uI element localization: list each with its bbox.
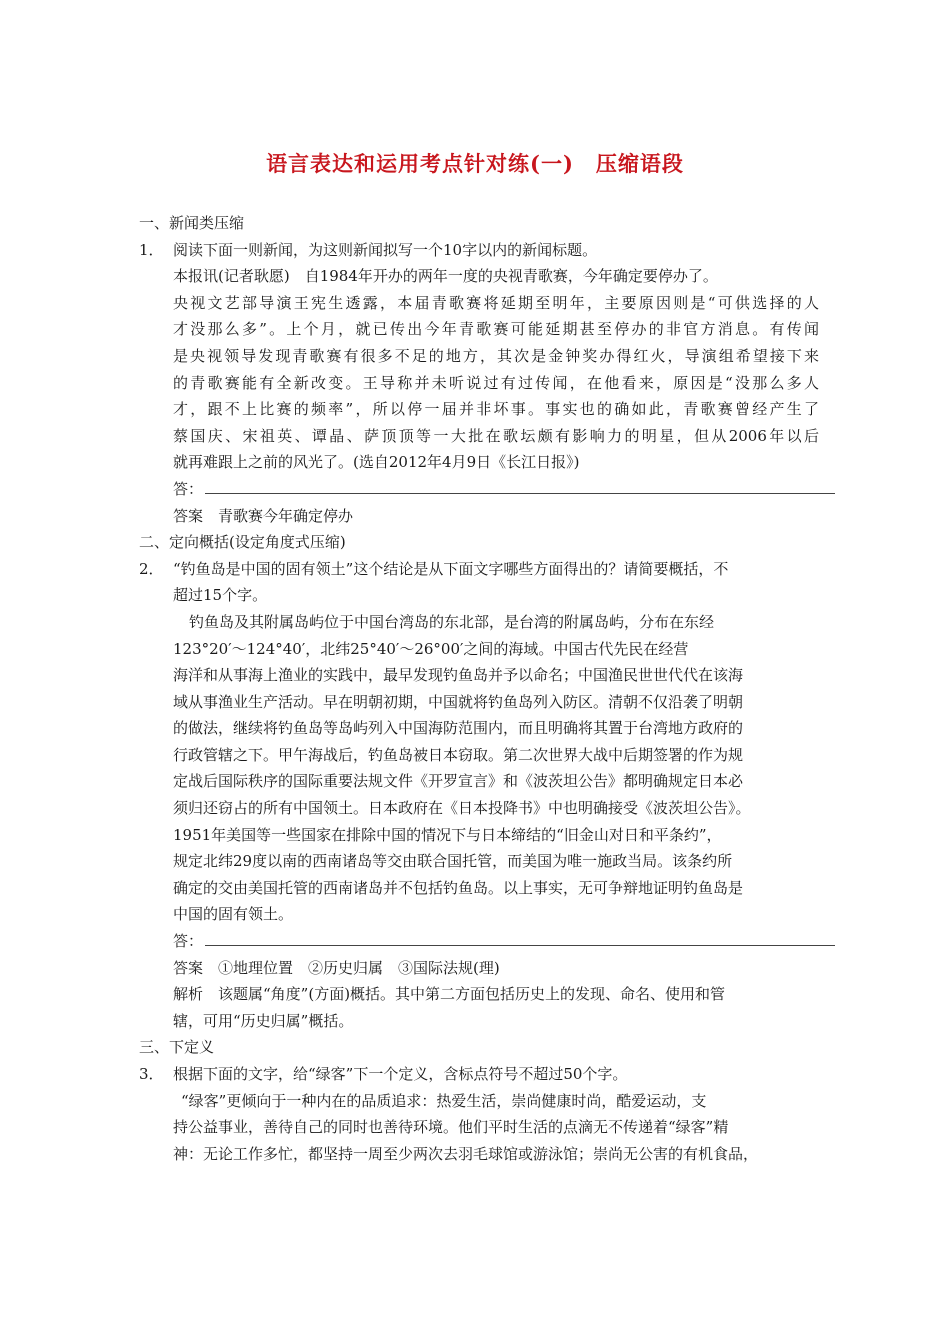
answer-field[interactable] bbox=[139, 928, 819, 955]
passage-line: 中国的固有领土。 bbox=[173, 905, 294, 924]
question-number: 3． bbox=[139, 1065, 164, 1083]
question-number: 1． bbox=[139, 240, 164, 259]
question-text: 根据下面的文字，给“绿客”下一个定义，含标点符号不超过50个字。 bbox=[173, 1065, 628, 1083]
passage-line: 定战后国际秩序的国际重要法规文件《开罗宣言》和《波茨坦公告》都明确规定日本必 bbox=[173, 772, 744, 791]
passage-line: 钓鱼岛及其附属岛屿位于中国台湾岛的东北部，是台湾的附属岛屿，分布在东经 bbox=[189, 612, 715, 631]
passage-line: 本报讯(记者耿愿) 自1984年开办的两年一度的央视青歌赛，今年确定要停办了。 bbox=[173, 267, 718, 286]
question-1-prompt bbox=[139, 237, 819, 264]
question-number: 2． bbox=[139, 559, 164, 578]
passage-line: 确定的交由美国托管的西南诸岛并不包括钓鱼岛。以上事实，无可争辩地证明钓鱼岛是 bbox=[173, 878, 744, 897]
passage-line: 央视文艺部导演王宪生透露，本届青歌赛将延期至明年，主要原因则是“可供选择的人 bbox=[173, 293, 819, 312]
question-2-passage bbox=[139, 609, 819, 928]
passage-line: 123°20′～124°40′，北纬25°40′～26°00′之间的海域。中国古代先民在经营 bbox=[173, 639, 689, 658]
passage-line: 的做法，继续将钓鱼岛等岛屿列入中国海防范围内，而且明确将其置于台湾地方政府的 bbox=[173, 719, 744, 738]
section-heading-3: 三、下定义 bbox=[139, 1038, 215, 1057]
question-2-prompt bbox=[139, 556, 819, 583]
document-body bbox=[139, 210, 819, 1167]
analysis-line: 解析 该题属“角度”(方面)概括。其中第二方面包括历史上的发现、命名、使用和管 bbox=[173, 985, 726, 1004]
passage-line: 行政管辖之下。甲午海战后，钓鱼岛被日本窃取。第二次世界大战中后期签署的作为规 bbox=[173, 745, 744, 764]
question-text: 超过15个字。 bbox=[173, 586, 268, 605]
section-heading-1: 一、新闻类压缩 bbox=[139, 214, 245, 232]
passage-line: 海洋和从事海上渔业的实践中，最早发现钓鱼岛并予以命名；中国渔民世世代代在该海 bbox=[173, 666, 744, 685]
answer-label: 答： bbox=[173, 479, 204, 498]
passage-line: 才，跟不上比赛的频率”，所以停一届并非坏事。事实也的确如此，青歌赛曾经产生了 bbox=[173, 400, 819, 419]
analysis-line: 辖，可用“历史归属”概括。 bbox=[173, 1011, 354, 1030]
passage-line: 神：无论工作多忙，都坚持一周至少两次去羽毛球馆或游泳馆；崇尚无公害的有机食品， bbox=[173, 1144, 759, 1163]
question-3-prompt bbox=[139, 1061, 819, 1088]
answer-blank-line[interactable] bbox=[205, 479, 835, 494]
passage-line: “绿客”更倾向于一种内在的品质追求：热爱生活，崇尚健康时尚，酷爱运动，支 bbox=[181, 1091, 707, 1110]
passage-line: 是央视领导发现青歌赛有很多不足的地方，其次是金钟奖办得红火，导演组希望接下来 bbox=[173, 346, 819, 365]
question-3-passage bbox=[139, 1088, 819, 1168]
answer-blank-line[interactable] bbox=[205, 931, 835, 946]
question-text: “钓鱼岛是中国的固有领土”这个结论是从下面文字哪些方面得出的？请简要概括，不 bbox=[173, 559, 729, 578]
question-1-passage bbox=[139, 263, 819, 476]
passage-line: 规定北纬29度以南的西南诸岛等交由联合国托管，而美国为唯一施政当局。该条约所 bbox=[173, 852, 733, 871]
passage-line: 1951年美国等一些国家在排除中国的情况下与日本缔结的“旧金山对日和平条约”， bbox=[173, 825, 722, 844]
passage-line: 就再难跟上之前的风光了。(选自2012年4月9日《长江日报》) bbox=[173, 453, 580, 472]
passage-line: 域从事渔业生产活动。早在明朝初期，中国就将钓鱼岛列入防区。清朝不仅沿袭了明朝 bbox=[173, 692, 744, 711]
answer-label: 答： bbox=[173, 932, 204, 951]
passage-line: 持公益事业，善待自己的同时也善待环境。他们平时生活的点滴无不传递着“绿客”精 bbox=[173, 1118, 729, 1137]
answer-field[interactable] bbox=[139, 476, 819, 503]
section-heading-2: 二、定向概括(设定角度式压缩) bbox=[139, 533, 346, 552]
passage-line: 须归还窃占的所有中国领土。日本政府在《日本投降书》中也明确接受《波茨坦公告》。 bbox=[173, 799, 751, 818]
passage-line: 才没那么多”。上个月，就已传出今年青歌赛可能延期甚至停办的非官方消息。有传闻 bbox=[173, 320, 819, 339]
passage-line: 蔡国庆、宋祖英、谭晶、萨顶顶等一大批在歌坛颇有影响力的明星，但从2006年以后 bbox=[173, 426, 819, 445]
page-title: 语言表达和运用考点针对练(一) 压缩语段 bbox=[266, 151, 684, 176]
passage-line: 的青歌赛能有全新改变。王导称并未听说过有过传闻，在他看来，原因是“没那么多人 bbox=[173, 373, 819, 392]
answer-key: 答案 青歌赛今年确定停办 bbox=[173, 506, 354, 525]
question-text: 阅读下面一则新闻，为这则新闻拟写一个10字以内的新闻标题。 bbox=[173, 240, 598, 259]
answer-key: 答案 ①地理位置 ②历史归属 ③国际法规(理) bbox=[173, 958, 500, 977]
